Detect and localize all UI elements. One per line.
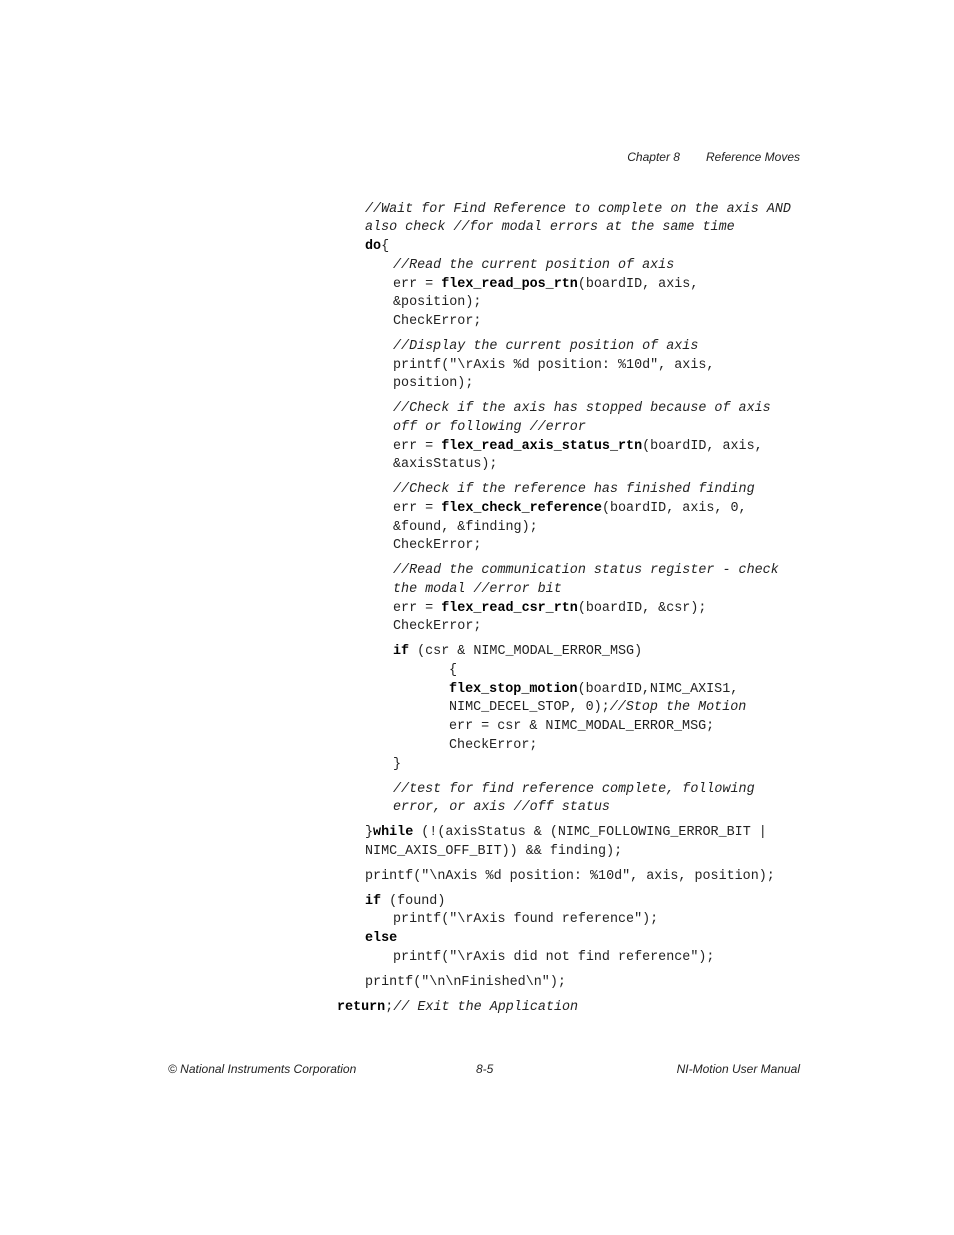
code-line: &position);: [393, 295, 482, 310]
section-title: Reference Moves: [705, 150, 800, 164]
code-line: &found, &finding);: [393, 520, 538, 535]
code-line: [393, 438, 763, 456]
code-line: [393, 500, 747, 518]
code-line: [393, 600, 706, 618]
code-text: ;: [385, 1000, 394, 1015]
code-line: CheckError;: [449, 738, 538, 753]
code-line: //Check if the axis has stopped because of axis: [393, 401, 771, 416]
code-text: (boardID, &csr);: [577, 601, 707, 616]
code-comment: //Stop the Motion: [609, 700, 747, 715]
code-line: //test for find reference complete, following: [393, 782, 755, 797]
code-line: CheckError;: [393, 619, 482, 634]
function-name: flex_read_csr_rtn: [441, 601, 578, 616]
code-line: off or following //error: [393, 420, 586, 435]
footer-manual-title: NI-Motion User Manual: [676, 1062, 800, 1076]
code-line: //Read the communication status register - check: [393, 563, 779, 578]
code-line: &axisStatus);: [393, 457, 498, 472]
function-name: flex_stop_motion: [449, 682, 578, 697]
code-line: error, or axis //off status: [393, 800, 610, 815]
code-text: (boardID,NIMC_AXIS1,: [577, 682, 739, 697]
code-text: {: [381, 239, 390, 254]
code-text: err =: [393, 277, 442, 292]
code-line: [365, 824, 767, 842]
code-line: [337, 999, 578, 1017]
code-text: NIMC_DECEL_STOP, 0);: [449, 700, 610, 715]
code-line: printf("\n\nFinished\n");: [365, 975, 566, 990]
function-name: flex_read_pos_rtn: [441, 277, 578, 292]
footer-page-number: 8-5: [476, 1062, 494, 1076]
keyword: else: [365, 931, 398, 946]
keyword: if: [365, 894, 382, 909]
code-line: position);: [393, 376, 474, 391]
code-text: (csr & NIMC_MODAL_ERROR_MSG): [409, 644, 643, 659]
code-line: [365, 238, 389, 256]
keyword: return: [337, 1000, 386, 1015]
code-line: }: [393, 757, 402, 772]
code-line: //Check if the reference has finished finding: [393, 482, 755, 497]
code-line: also check //for modal errors at the same time: [365, 220, 735, 235]
code-line: [449, 699, 746, 717]
keyword: do: [365, 239, 382, 254]
code-text: err =: [393, 439, 442, 454]
code-line: printf("\rAxis found reference");: [393, 912, 659, 927]
code-text: (boardID, axis,: [577, 277, 699, 292]
code-line: err = csr & NIMC_MODAL_ERROR_MSG;: [449, 719, 715, 734]
code-line: [393, 276, 698, 294]
keyword: while: [373, 825, 414, 840]
code-line: {: [449, 663, 458, 678]
code-text: err =: [393, 501, 442, 516]
running-header: [627, 150, 800, 164]
code-text: (boardID, axis, 0,: [601, 501, 747, 516]
code-line: the modal //error bit: [393, 582, 562, 597]
code-line: printf("\rAxis %d position: %10d", axis,: [393, 358, 715, 373]
code-text: (!(axisStatus & (NIMC_FOLLOWING_ERROR_BIT |: [413, 825, 767, 840]
code-text: }: [365, 825, 374, 840]
code-line: [449, 681, 738, 699]
code-line: //Display the current position of axis: [393, 339, 699, 354]
code-line: [393, 643, 642, 661]
code-line: //Wait for Find Reference to complete on the axis AND: [365, 202, 791, 217]
code-text: (found): [381, 894, 446, 909]
code-line: //Read the current position of axis: [393, 258, 675, 273]
code-comment: // Exit the Application: [393, 1000, 579, 1015]
code-line: [365, 893, 445, 911]
code-line: CheckError;: [393, 314, 482, 329]
function-name: flex_read_axis_status_rtn: [441, 439, 643, 454]
code-text: (boardID, axis,: [642, 439, 763, 454]
footer-copyright: © National Instruments Corporation: [168, 1062, 357, 1076]
function-name: flex_check_reference: [441, 501, 602, 516]
code-line: printf("\rAxis did not find reference");: [393, 950, 715, 965]
chapter-label: Chapter 8: [627, 150, 680, 164]
code-line: NIMC_AXIS_OFF_BIT)) && finding);: [365, 844, 623, 859]
keyword: if: [393, 644, 410, 659]
code-text: err =: [393, 601, 442, 616]
code-line: printf("\nAxis %d position: %10d", axis, position);: [365, 869, 775, 884]
code-line: CheckError;: [393, 538, 482, 553]
